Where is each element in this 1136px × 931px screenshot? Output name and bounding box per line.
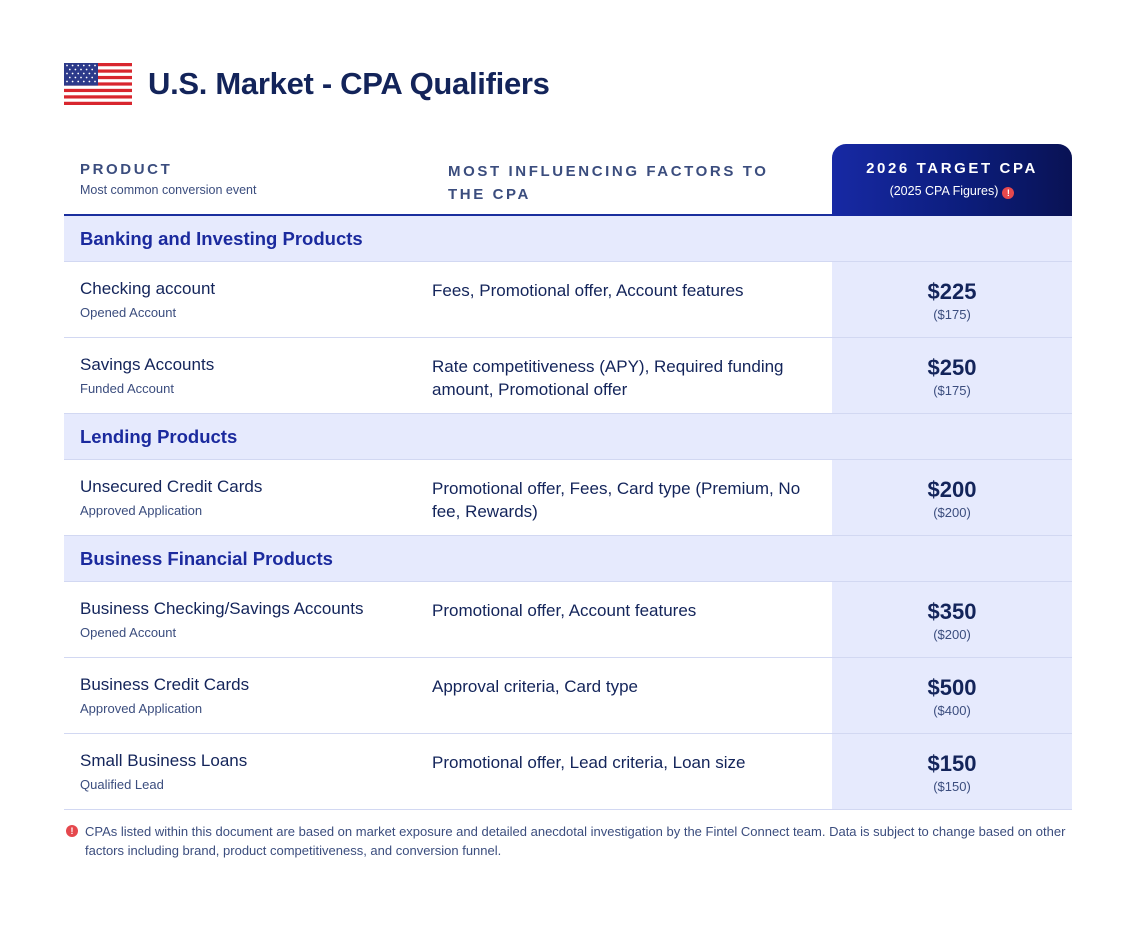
table-row: [64, 338, 1072, 414]
cpa-table: [64, 144, 1072, 810]
cpa-column-header: [832, 144, 1072, 216]
cpa-column-sublabel-text: (2025 CPA Figures): [889, 184, 999, 198]
conversion-event: Qualified Lead: [80, 777, 164, 792]
product-name: Business Checking/Savings Accounts: [80, 599, 364, 618]
product-name: Checking account: [80, 279, 216, 298]
table-row: [64, 262, 1072, 338]
product-column-header: [80, 161, 256, 197]
product-name: Business Credit Cards: [80, 675, 250, 694]
previous-cpa-value: ($200): [933, 505, 971, 520]
cpa-cell: [832, 582, 1072, 657]
product-name: Unsecured Credit Cards: [80, 477, 263, 496]
previous-cpa-value: ($175): [933, 307, 971, 322]
target-cpa-value: $350: [927, 599, 977, 624]
table-header: [64, 144, 1072, 216]
target-cpa-value: $250: [927, 355, 977, 380]
product-cell: [80, 599, 364, 640]
conversion-event: Approved Application: [80, 503, 203, 518]
conversion-event: Funded Account: [80, 381, 174, 396]
factors-cell: Promotional offer, Lead criteria, Loan size: [432, 753, 746, 772]
cpa-cell: [832, 262, 1072, 337]
conversion-event: Opened Account: [80, 305, 177, 320]
category-header: Business Financial Products: [64, 536, 1072, 582]
conversion-event: Opened Account: [80, 625, 177, 640]
previous-cpa-value: ($175): [933, 383, 971, 398]
target-cpa-value: $200: [927, 477, 977, 502]
conversion-event: Approved Application: [80, 701, 203, 716]
product-cell: [80, 355, 214, 396]
factors-column-header: MOST INFLUENCING FACTORS TO THE CPA: [448, 163, 769, 203]
product-cell: [80, 675, 249, 716]
target-cpa-value: $225: [927, 279, 977, 304]
table-row: [64, 582, 1072, 658]
footnote-text: CPAs listed within this document are based on market exposure and detailed anecdotal investigation by the Fintel Connect team. Data is subject to change based on other factors including brand, product competitiveness, and conversion funnel.: [85, 824, 1066, 858]
cpa-column-sublabel: [832, 184, 1072, 199]
factors-cell: Promotional offer, Fees, Card type (Premium, No fee, Rewards): [432, 479, 801, 521]
product-name: Savings Accounts: [80, 355, 215, 374]
product-name: Small Business Loans: [80, 751, 248, 770]
product-cell: [80, 279, 215, 320]
table-row: [64, 734, 1072, 810]
footnote: [64, 822, 1072, 860]
alert-circle-icon: !: [1002, 187, 1014, 199]
table-row: [64, 658, 1072, 734]
target-cpa-value: $150: [927, 751, 977, 776]
cpa-cell: [832, 338, 1072, 413]
cpa-cell: [832, 460, 1072, 535]
table-row: [64, 460, 1072, 536]
page-header: [64, 62, 550, 106]
cpa-column-label: 2026 TARGET CPA: [866, 160, 1038, 177]
category-header: Lending Products: [64, 414, 1072, 460]
previous-cpa-value: ($200): [933, 627, 971, 642]
page-title: U.S. Market - CPA Qualifiers: [148, 66, 550, 101]
alert-circle-icon: !: [66, 825, 78, 837]
previous-cpa-value: ($150): [933, 779, 971, 794]
product-column-label: PRODUCT: [80, 161, 173, 178]
factors-cell: Rate competitiveness (APY), Required funding amount, Promotional offer: [432, 357, 784, 399]
previous-cpa-value: ($400): [933, 703, 971, 718]
factors-cell: Approval criteria, Card type: [432, 677, 638, 696]
cpa-cell: [832, 658, 1072, 733]
product-cell: [80, 751, 247, 792]
target-cpa-value: $500: [927, 675, 977, 700]
category-header: Banking and Investing Products: [64, 216, 1072, 262]
factors-cell: Promotional offer, Account features: [432, 601, 697, 620]
product-column-sublabel: Most common conversion event: [80, 183, 257, 197]
product-cell: [80, 477, 262, 518]
cpa-cell: [832, 734, 1072, 809]
us-flag-icon: [64, 63, 132, 105]
factors-cell: Fees, Promotional offer, Account features: [432, 281, 744, 300]
